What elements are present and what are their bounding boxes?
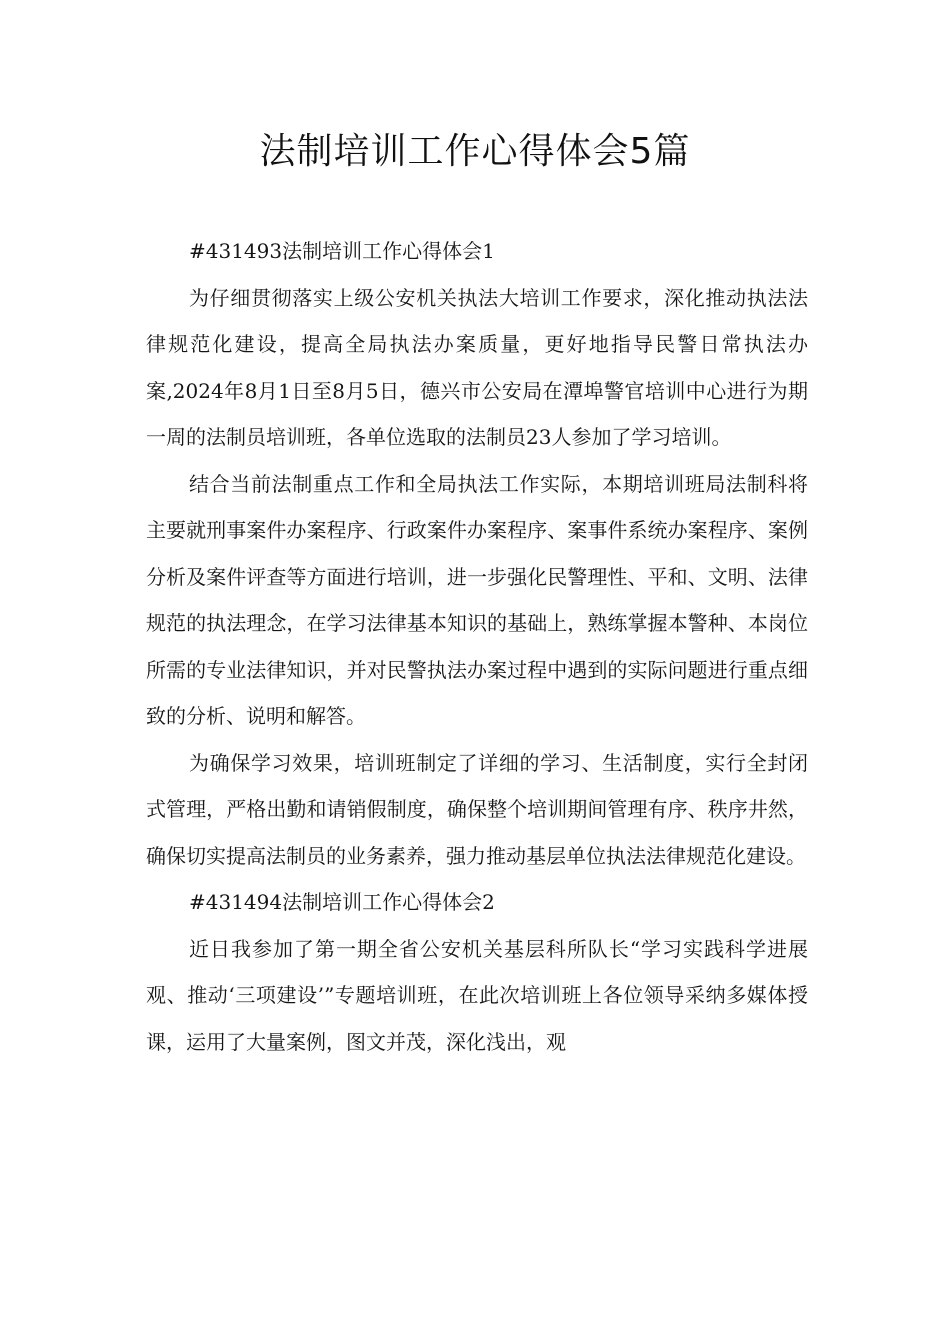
document-body xyxy=(146,228,808,1065)
paragraph-training-management: 为确保学习效果，培训班制定了详细的学习、生活制度，实行全封闭式管理，严格出勤和请销假制度，确保整个培训期间管理有序、秩序井然，确保切实提高法制员的业务素养，强力推动基层单位执法法律规范化建设。 xyxy=(146,750,808,868)
section-heading-1: #431493法制培训工作心得体会1 xyxy=(189,239,495,263)
paragraph-special-training: 近日我参加了第一期全省公安机关基层科所队长“学习实践科学进展观、推动‘三项建设’”专题培训班，在此次培训班上各位领导采纳多媒体授课，运用了大量案例，图文并茂，深化浅出，观 xyxy=(146,936,808,1054)
document-title: 法制培训工作心得体会5篇 xyxy=(259,131,691,172)
paragraph-training-overview: 为仔细贯彻落实上级公安机关执法大培训工作要求，深化推动执法法律规范化建设，提高全局执法办案质量，更好地指导民警日常执法办案,2024年8月1日至8月5日，德兴市公安局在潭埠警官培训中心进行为期一周的法制员培训班，各单位选取的法制员23人参加了学习培训。 xyxy=(146,285,808,449)
paragraph-training-content: 结合当前法制重点工作和全局执法工作实际，本期培训班局法制科将主要就刑事案件办案程序、行政案件办案程序、案事件系统办案程序、案例分析及案件评查等方面进行培训，进一步强化民警理性、平和、文明、法律规范的执法理念，在学习法律基本知识的基础上，熟练掌握本警种、本岗位所需的专业法律知识，并对民警执法办案过程中遇到的实际问题进行重点细致的分析、说明和解答。 xyxy=(146,471,808,728)
section-heading-2: #431494法制培训工作心得体会2 xyxy=(189,890,495,914)
